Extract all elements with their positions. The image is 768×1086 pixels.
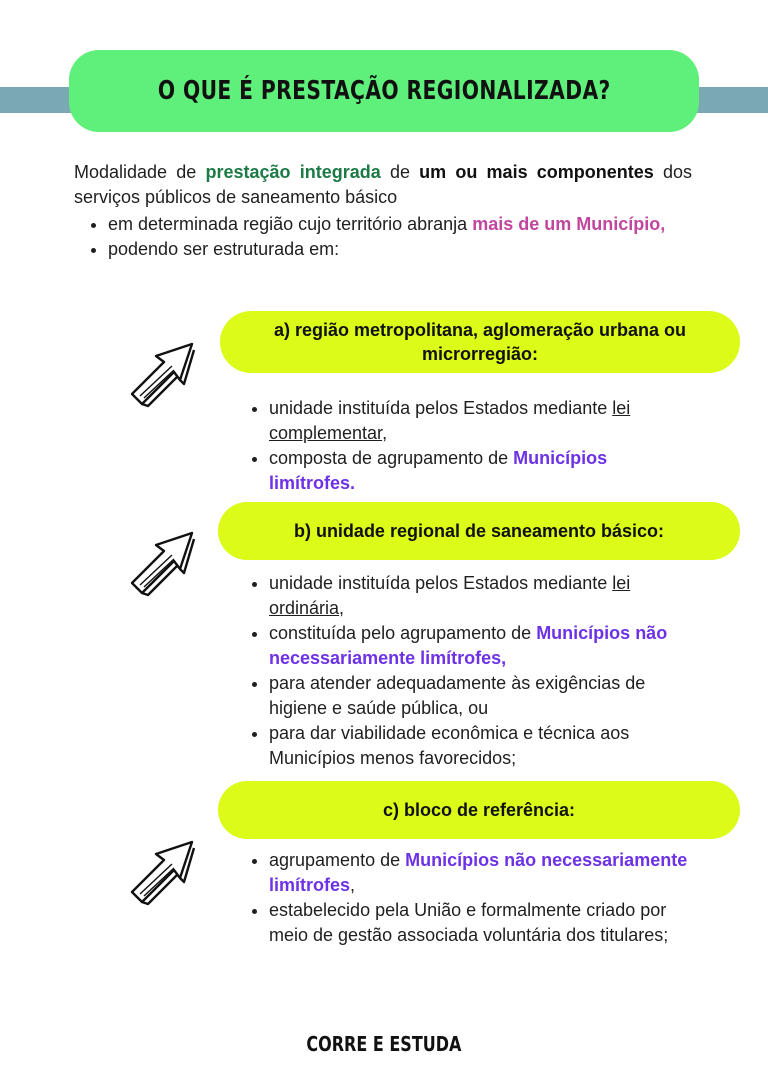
section-c-item2-text: estabelecido pela União e formalmente criado por meio de gestão associada voluntária dos titulares;	[269, 900, 669, 945]
title-banner	[69, 50, 699, 132]
list-item	[269, 621, 695, 671]
section-a-item2-text: composta de agrupamento de	[269, 448, 514, 468]
intro-bullet-1-text: em determinada região cujo território abranja	[108, 214, 473, 234]
section-a-heading-text: a) região metropolitana, aglomeração urbana ou microrregião:	[273, 320, 687, 364]
arrow-up-right-icon	[128, 525, 200, 597]
list-item	[269, 571, 695, 621]
section-c-heading	[218, 781, 740, 839]
intro-text	[74, 160, 692, 262]
section-c-item1-comma: ,	[350, 875, 356, 895]
intro-highlight-components: um ou mais componentes	[419, 162, 654, 182]
section-b-heading-text: b) unidade regional de saneamento básico:	[293, 521, 665, 541]
section-b-heading	[218, 502, 740, 560]
section-c-list	[245, 848, 695, 948]
intro-text-3: dos serviços públicos de saneamento básico	[74, 162, 693, 207]
intro-list	[74, 212, 692, 262]
list-item	[269, 898, 695, 948]
intro-bullet-2-text: podendo ser estruturada em:	[108, 239, 340, 259]
intro-text-2: de	[380, 162, 420, 182]
section-c-item1-highlight: Municípios não necessariamente limítrofes	[269, 850, 688, 895]
arrow-up-right-icon	[128, 336, 200, 408]
intro-highlight-municipio: mais de um Município,	[472, 214, 666, 234]
list-item	[269, 671, 695, 721]
arrow-up-right-icon	[128, 834, 200, 906]
list-item	[108, 212, 692, 237]
section-b-list	[245, 571, 695, 771]
list-item	[269, 446, 695, 496]
section-b-item3-text: para atender adequadamente às exigências de higiene e saúde pública, ou	[269, 673, 646, 718]
section-a-item1-law: lei complementar	[269, 398, 631, 443]
section-a-list	[245, 396, 695, 496]
left-decor-band	[0, 87, 80, 113]
section-a-item1-text: unidade instituída pelos Estados mediante	[269, 398, 613, 418]
section-b-item1-text: unidade instituída pelos Estados mediante	[269, 573, 613, 593]
intro-highlight-integrated: prestação integrada	[205, 162, 381, 182]
intro-text-1: Modalidade de	[74, 162, 206, 182]
section-a-item1-comma: ,	[382, 423, 388, 443]
list-item	[108, 237, 692, 262]
section-a-item2-highlight: Municípios limítrofes.	[269, 448, 608, 493]
list-item	[269, 721, 695, 771]
footer	[0, 1032, 768, 1056]
section-b-item1-law: lei ordinária	[269, 573, 631, 618]
list-item	[269, 396, 695, 446]
section-a-heading	[220, 311, 740, 373]
intro-paragraph	[74, 160, 692, 210]
section-b-item2-text: constituída pelo agrupamento de	[269, 623, 537, 643]
footer-brand: CORRE E ESTUDA	[306, 1032, 462, 1056]
section-b-item4-text: para dar viabilidade econômica e técnica aos Municípios menos favorecidos;	[269, 723, 630, 768]
list-item	[269, 848, 695, 898]
section-c-heading-text: c) bloco de referência:	[382, 800, 576, 820]
page-title: O QUE É PRESTAÇÃO REGIONALIZADA?	[157, 76, 611, 106]
section-b-item1-comma: ,	[339, 598, 345, 618]
right-decor-band	[688, 87, 768, 113]
section-c-item1-text: agrupamento de	[269, 850, 406, 870]
section-b-item2-highlight: Municípios não necessariamente limítrofes,	[269, 623, 668, 668]
